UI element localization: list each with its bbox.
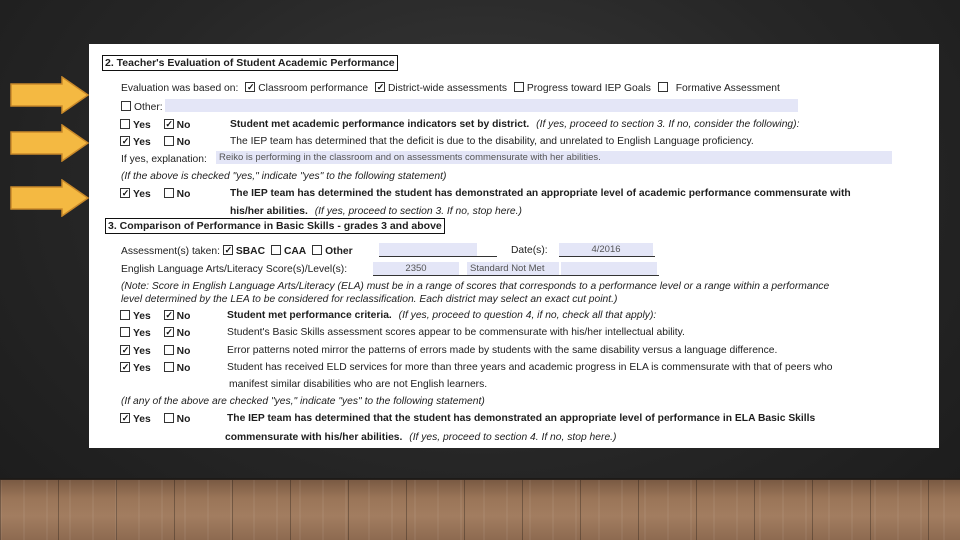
checkbox-other[interactable] [121, 101, 131, 111]
ela-level-input[interactable]: Standard Not Met [467, 262, 559, 275]
evaluation-row [121, 82, 780, 94]
checkbox-no[interactable] [164, 413, 174, 423]
q3-statement-line1: The IEP team has determined the student has demonstrated an appropriate level of academic performance commensurate with [230, 188, 851, 199]
criteria-yes-no: ✓Yes No [120, 345, 190, 357]
q3-statement-line2: his/her abilities. (If yes, proceed to section 3. If no, stop here.) [230, 206, 522, 217]
checkbox-no[interactable] [164, 362, 174, 372]
explanation-label: If yes, explanation: [121, 154, 207, 165]
q2-yes-no: ✓Yes No [120, 136, 190, 148]
arrow-icon [10, 124, 90, 162]
checkbox-yes[interactable] [120, 119, 130, 129]
option-label: SBAC [235, 246, 266, 257]
final-statement-line1: The IEP team has determined that the student has demonstrated an appropriate level of performance in ELA Basic Skills [227, 413, 816, 424]
assessment-label: Assessment(s) taken: [121, 246, 220, 257]
checkbox-other-assessment[interactable] [312, 245, 322, 255]
evaluation-label: Evaluation was based on: [121, 83, 239, 94]
wooden-floor [0, 480, 960, 540]
q1-yes-no: Yes ✓ No [120, 119, 190, 131]
checkbox-no[interactable] [164, 136, 174, 146]
checkbox-no[interactable] [164, 345, 174, 355]
dates-label: Date(s): [511, 245, 548, 256]
checkbox-caa[interactable] [271, 245, 281, 255]
q2-statement: The IEP team has determined that the deficit is due to the disability, and unrelated to English Language proficiency. [230, 136, 754, 147]
option-label: Classroom performance [258, 83, 369, 94]
arrow-icon [10, 76, 90, 114]
checkbox-no[interactable] [164, 327, 174, 337]
other-label: Other: [134, 102, 163, 113]
criteria-statement: Error patterns noted mirror the patterns of errors made by students with the same disability versus a language difference. [227, 345, 778, 356]
checkbox-yes[interactable] [120, 327, 130, 337]
other-input[interactable] [165, 99, 798, 112]
dates-input[interactable]: 4/2016 [559, 243, 653, 256]
checkbox-yes[interactable] [120, 413, 130, 423]
final-yes-no: ✓Yes No [120, 413, 190, 425]
criteria-statement: Student's Basic Skills assessment scores appear to be commensurate with his/her intellectual ability. [227, 327, 685, 338]
criteria-statement-cont: manifest similar disabilities who are not English learners. [229, 379, 488, 390]
checkbox-yes[interactable] [120, 136, 130, 146]
checkbox-yes[interactable] [120, 310, 130, 320]
section-3-title: 3. Comparison of Performance in Basic Skills - grades 3 and above [105, 218, 445, 234]
underline [373, 275, 659, 276]
any-note: (If any of the above are checked "yes," indicate "yes" to the following statement) [121, 396, 485, 407]
assessment-row [121, 245, 353, 257]
option-label: Formative Assessment [675, 83, 780, 94]
checkbox-classroom[interactable] [245, 82, 255, 92]
option-label: District-wide assessments [387, 83, 507, 94]
final-statement-line2: commensurate with his/her abilities. (If yes, proceed to section 4. If no, stop here.) [225, 432, 617, 443]
arrow-icon [10, 179, 90, 217]
other-row [121, 101, 163, 113]
criteria-yes-no: ✓Yes No [120, 362, 190, 374]
underline [379, 256, 497, 257]
checked-note: (If the above is checked "yes," indicate "yes" to the following statement) [121, 171, 447, 182]
checkbox-district[interactable] [375, 82, 385, 92]
note-line1: (Note: Score in English Language Arts/Literacy (ELA) must be in a range of scores that corresponds to a performance level or a range within a performance [121, 281, 830, 292]
checkbox-no[interactable] [164, 310, 174, 320]
other-assessment-input[interactable] [379, 243, 477, 256]
form-document [89, 44, 939, 448]
explanation-input[interactable]: Reiko is performing in the classroom and on assessments commensurate with her abilities. [216, 151, 892, 164]
checkbox-no[interactable] [164, 119, 174, 129]
note-line2: level determined by the LEA to be considered for reclassification. Each district may select an exact cut point.) [121, 294, 618, 305]
checkbox-yes[interactable] [120, 345, 130, 355]
checkbox-iep-goals[interactable] [514, 82, 524, 92]
checkbox-no[interactable] [164, 188, 174, 198]
checkbox-formative[interactable] [658, 82, 668, 92]
criteria-statement: Student has received ELD services for more than three years and academic progress in ELA is commensurate with that of peers who [227, 362, 833, 373]
underline [559, 256, 655, 257]
criteria-yes-no: Yes ✓ No [120, 327, 190, 339]
option-label: Other [325, 246, 353, 257]
q1-statement: Student met academic performance indicators set by district. (If yes, proceed to section 3. If no, consider the following): [230, 119, 800, 130]
checkbox-yes[interactable] [120, 188, 130, 198]
q3-yes-no: ✓Yes No [120, 188, 190, 200]
checkbox-yes[interactable] [120, 362, 130, 372]
ela-label: English Language Arts/Literacy Score(s)/Level(s): [121, 264, 348, 275]
criteria-yes-no: Yes ✓ No [120, 310, 190, 322]
option-label: Progress toward IEP Goals [526, 83, 651, 94]
criteria-statement: Student met performance criteria. (If yes, proceed to question 4, if no, check all that apply): [227, 310, 657, 321]
checkbox-sbac[interactable] [223, 245, 233, 255]
ela-score-input[interactable]: 2350 [373, 262, 459, 275]
option-label: CAA [283, 246, 307, 257]
section-2-title: 2. Teacher's Evaluation of Student Academic Performance [102, 55, 398, 71]
ela-extra-input[interactable] [561, 262, 657, 275]
